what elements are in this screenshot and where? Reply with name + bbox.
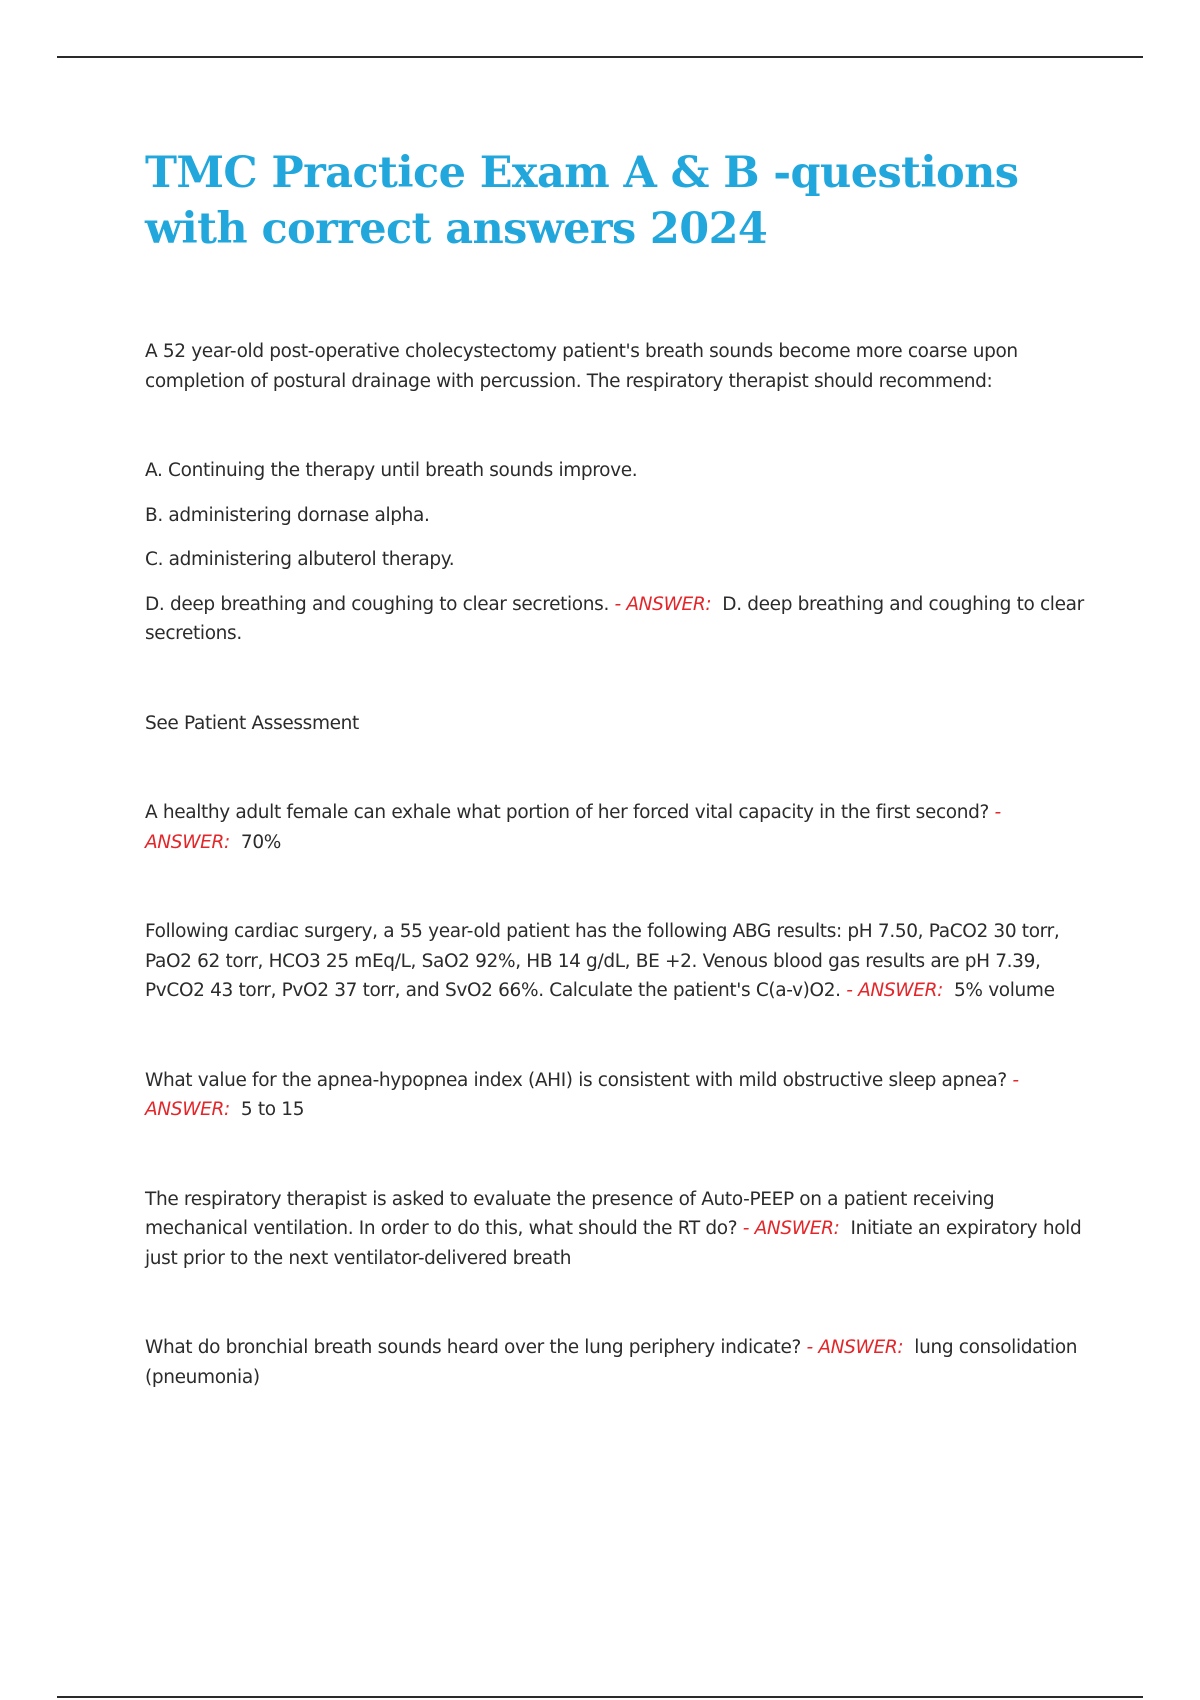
- answer-prefix: -: [737, 1218, 755, 1239]
- answer-label: ANSWER:: [818, 1337, 904, 1358]
- top-rule: [57, 56, 1143, 58]
- question-text: Following cardiac surgery, a 55 year-old patient has the following ABG results: pH 7.50, PaCO2 30 torr, PaO2 62 torr, HCO3 25 mEq/L, SaO2 92%, HB 14 g/dL, BE +2. Venous blood gas results are pH 7.39, PvCO2 43 torr, PvO2 37 torr, and SvO2 66%. Calculate the patient's C(a-v)O2.: [145, 921, 1060, 1001]
- answer-text: lung consolidation (pneumonia): [145, 1337, 1078, 1388]
- question-text: What value for the apnea-hypopnea index (AHI) is consistent with mild obstructive sleep apnea?: [145, 1069, 1007, 1091]
- question-text: A healthy adult female can exhale what portion of her forced vital capacity in the first second?: [145, 802, 989, 823]
- document-title: TMC Practice Exam A & B -questions with correct answers 2024: [145, 148, 1019, 254]
- question-4: [145, 1066, 1090, 1125]
- question-1-option-a: A. Continuing the therapy until breath sounds improve.: [145, 460, 638, 481]
- answer-prefix: -: [988, 802, 1001, 823]
- answer-prefix: -: [800, 1337, 819, 1358]
- question-1-option-d: D. deep breathing and coughing to clear secretions.: [145, 593, 609, 615]
- answer-label: ANSWER:: [858, 980, 943, 1001]
- question-1-option-d-with-answer: [145, 590, 1090, 649]
- question-2: [145, 798, 1090, 857]
- answer-prefix: -: [1006, 1069, 1019, 1091]
- question-text: The respiratory therapist is asked to evaluate the presence of Auto-PEEP on a patient receiving mechanical ventilation. In order to do this, what should the RT do?: [145, 1188, 995, 1239]
- answer-prefix: -: [608, 593, 627, 615]
- question-1-answer: D. deep breathing and coughing to clear secretions.: [145, 593, 1084, 644]
- answer-prefix: -: [840, 980, 859, 1001]
- answer-text: 5% volume: [954, 980, 1055, 1001]
- answer-text: Initiate an expiratory hold just prior to the next ventilator-delivered breath: [145, 1218, 1082, 1269]
- question-5: [145, 1185, 1090, 1274]
- answer-label: ANSWER:: [145, 1099, 230, 1120]
- question-1-option-c: C. administering albuterol therapy.: [145, 549, 455, 570]
- question-6: [145, 1333, 1090, 1392]
- question-text: What do bronchial breath sounds heard over the lung periphery indicate?: [145, 1337, 801, 1358]
- see-patient-assessment-note: See Patient Assessment: [145, 712, 359, 734]
- answer-label: ANSWER:: [754, 1218, 840, 1239]
- question-1-option-b: B. administering dornase alpha.: [145, 504, 430, 526]
- answer-label: ANSWER:: [626, 593, 712, 615]
- answer-text: 70%: [240, 831, 281, 853]
- document-body: [145, 145, 1090, 1392]
- question-3: [145, 917, 1090, 1006]
- answer-text: 5 to 15: [240, 1099, 305, 1120]
- answer-label: ANSWER:: [145, 831, 230, 853]
- bottom-rule: [57, 1696, 1143, 1698]
- question-1-text: A 52 year-old post-operative cholecystectomy patient's breath sounds become more coarse upon completion of postural drainage with percussion. The respiratory therapist should recommend:: [145, 341, 1018, 392]
